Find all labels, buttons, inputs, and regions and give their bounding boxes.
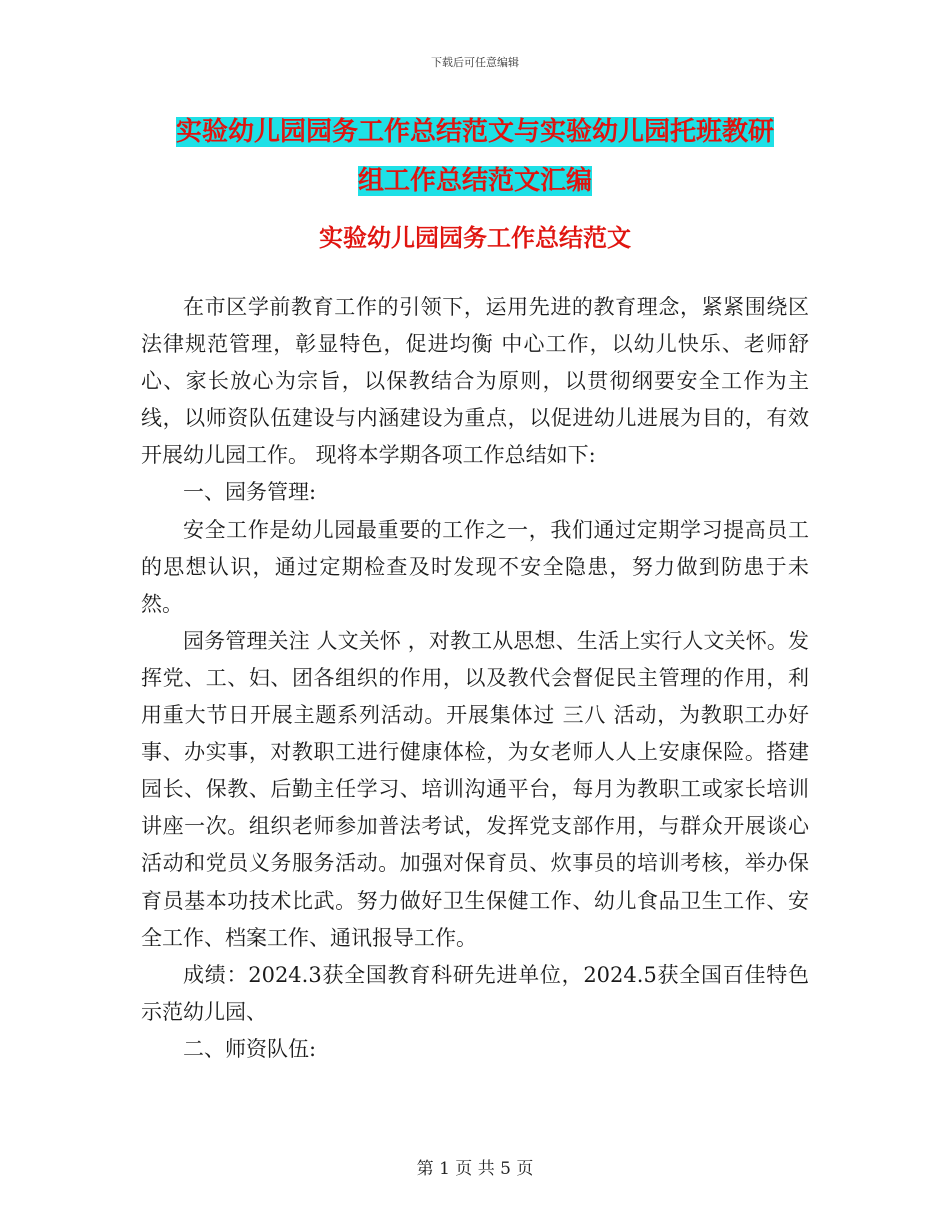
- page-number-footer: 第 1 页 共 5 页: [416, 1159, 534, 1179]
- section-title: 实验幼儿园园务工作总结范文: [319, 224, 631, 252]
- heading-garden-management: 一、园务管理:: [183, 480, 317, 505]
- heading-teaching-staff: 二、师资队伍:: [183, 1036, 317, 1061]
- paragraph-safety: 安全工作是幼儿园最重要的工作之一，我们通过定期学习提高员工的思想认识，通过定期检查及时发现不安全隐患，努力做到防患于未然。: [141, 517, 809, 616]
- body-text: [141, 289, 809, 1068]
- paragraph-achievements: 成绩：2024.3获全国教育科研先进单位，2024.5获全国百佳特色示范幼儿园、: [141, 962, 809, 1024]
- document-title-line-1: 实验幼儿园园务工作总结范文与实验幼儿园托班教研: [175, 117, 774, 147]
- document-title-line-2: 组工作总结范文汇编: [357, 166, 592, 196]
- paragraph-intro: 在市区学前教育工作的引领下，运用先进的教育理念，紧紧围绕区 法律规范管理，彰显特色，促进均衡 中心工作，以幼儿快乐、老师舒心、家长放心为宗旨，以保教结合为原则，以贯彻纲要安全工作为主线，以师资队伍建设与内涵建设为重点，以促进幼儿进展为目的，有效开展幼儿园工作。 现将本学期各项工作总结如下:: [141, 295, 809, 468]
- paragraph-humanistic-care: 园务管理关注 人文关怀 ，对教工从思想、生活上实行人文关怀。发挥党、工、妇、团各组织的作用，以及教代会督促民主管理的作用，利用重大节日开展主题系列活动。开展集体过 三八 活动，为教职工办好事、办实事，对教职工进行健康体检，为女老师人人上安康保险。搭建园长、保教、后勤主任学习、培训沟通平台，每月为教职工或家长培训讲座一次。组织老师参加普法考试，发挥党支部作用，与群众开展谈心活动和党员义务服务活动。加强对保育员、炊事员的培训考核，举办保育员基本功技术比武。努力做好卫生保健工作、幼儿食品卫生工作、安全工作、档案工作、通讯报导工作。: [141, 628, 809, 950]
- page-header-note: 下载后可任意编辑: [431, 56, 519, 69]
- document-title: [150, 108, 800, 206]
